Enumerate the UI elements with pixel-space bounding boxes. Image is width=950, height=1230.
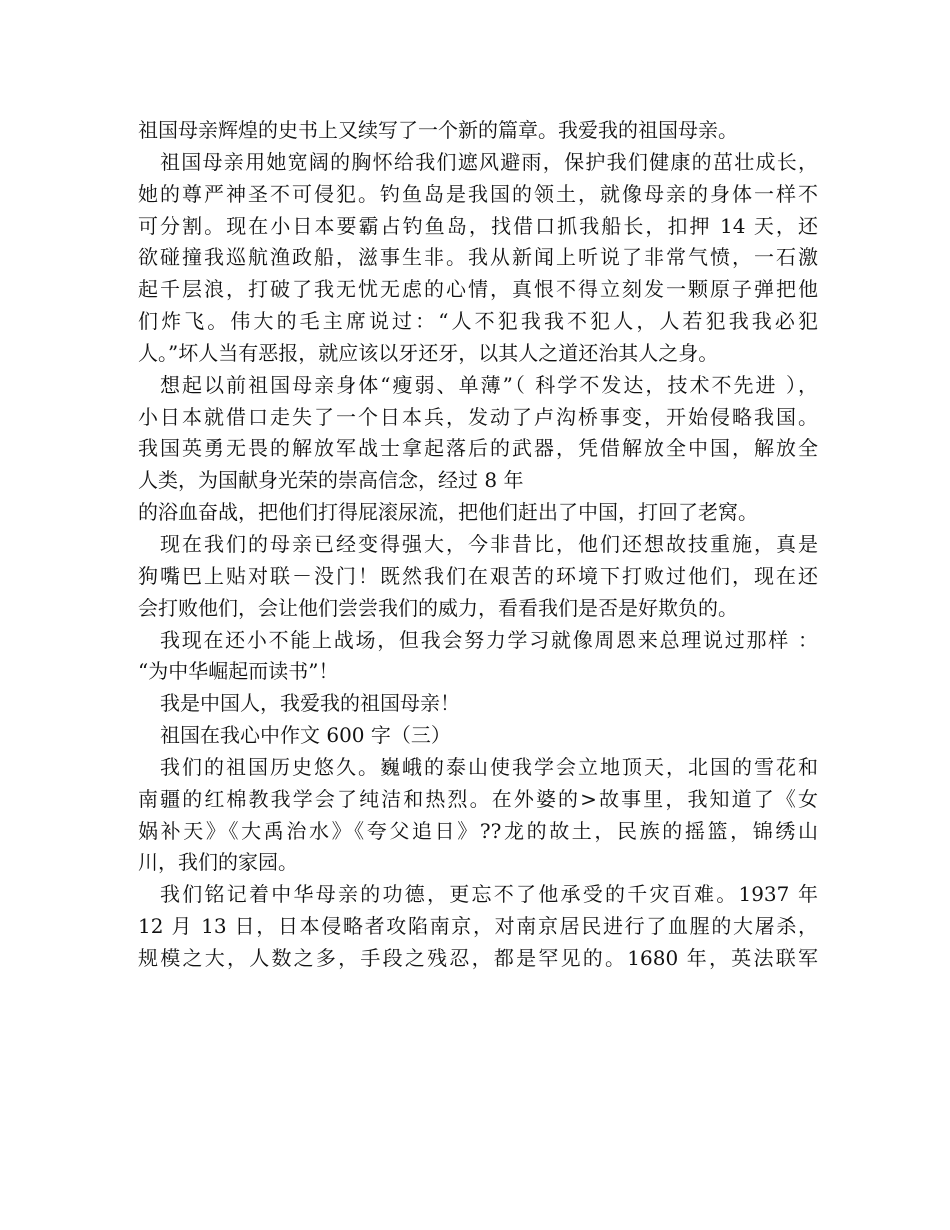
text-line: 我们的祖国历史悠久。巍峨的泰山使我学会立地顶天，北国的雪花和 xyxy=(160,754,818,779)
text-line: 起千层浪，打破了我无忧无虑的心情，真恨不得立刻发一颗原子弹把他 xyxy=(138,277,818,302)
text-line: 祖国在我心中作文 600 字（三） xyxy=(160,723,451,748)
text-line: 我们铭记着中华母亲的功德，更忘不了他承受的千灾百难。1937 年 xyxy=(160,882,818,907)
text-line: 人类，为国献身光荣的崇高信念，经过 8 年 xyxy=(138,468,524,493)
text-line: 祖国母亲用她宽阔的胸怀给我们遮风避雨，保护我们健康的茁壮成长， xyxy=(160,149,818,174)
text-line: 南疆的红棉教我学会了纯洁和热烈。在外婆的>故事里，我知道了《女 xyxy=(138,786,818,811)
text-line: 祖国母亲辉煌的史书上又续写了一个新的篇章。我爱我的祖国母亲。 xyxy=(138,118,738,142)
text-line: 会打败他们，会让他们尝尝我们的威力，看看我们是否是好欺负的。 xyxy=(138,595,738,620)
text-line: 现在我们的母亲已经变得强大，今非昔比，他们还想故技重施，真是 xyxy=(160,531,818,556)
text-line: 规模之大，人数之多，手段之残忍，都是罕见的。1680 年，英法联军 xyxy=(138,945,818,970)
text-line: 娲补天》《大禹治水》《夸父追日》??龙的故土，民族的摇篮，锦绣山 xyxy=(138,818,818,843)
text-line: 们炸飞。伟大的毛主席说过：“人不犯我我不犯人，人若犯我我必犯 xyxy=(138,309,818,334)
text-line: 小日本就借口走失了一个日本兵，发动了卢沟桥事变，开始侵略我国。 xyxy=(138,404,818,429)
text-line: 可分割。现在小日本要霸占钓鱼岛，找借口抓我船长，扣押 14 天，还 xyxy=(138,213,818,238)
document-body xyxy=(138,115,818,975)
text-line: 的浴血奋战，把他们打得屁滚尿流，把他们赶出了中国，打回了老窝。 xyxy=(138,500,758,525)
text-line: 我现在还小不能上战场，但我会努力学习就像周恩来总理说过那样 ： xyxy=(160,627,818,652)
text-line: 人。”坏人当有恶报，就应该以牙还牙，以其人之道还治其人之身。 xyxy=(138,340,719,365)
text-line: 川，我们的家园。 xyxy=(138,850,298,875)
text-line: 12 月 13 日，日本侵略者攻陷南京，对南京居民进行了血腥的大屠杀， xyxy=(138,914,818,939)
text-line: 她的尊严神圣不可侵犯。钓鱼岛是我国的领土，就像母亲的身体一样不 xyxy=(138,181,818,206)
text-line: 狗嘴巴上贴对联－没门！既然我们在艰苦的环境下打败过他们，现在还 xyxy=(138,563,818,588)
text-line: “为中华崛起而读书”！ xyxy=(138,659,339,684)
text-line: 想起以前祖国母亲身体“瘦弱、单薄”（ 科学不发达，技术不先进 ）， xyxy=(160,372,818,397)
text-line: 欲碰撞我巡航渔政船，滋事生非。我从新闻上听说了非常气愤，一石激 xyxy=(138,245,818,270)
text-line: 我国英勇无畏的解放军战士拿起落后的武器，凭借解放全中国，解放全 xyxy=(138,436,818,461)
text-line: 我是中国人，我爱我的祖国母亲！ xyxy=(160,691,460,716)
